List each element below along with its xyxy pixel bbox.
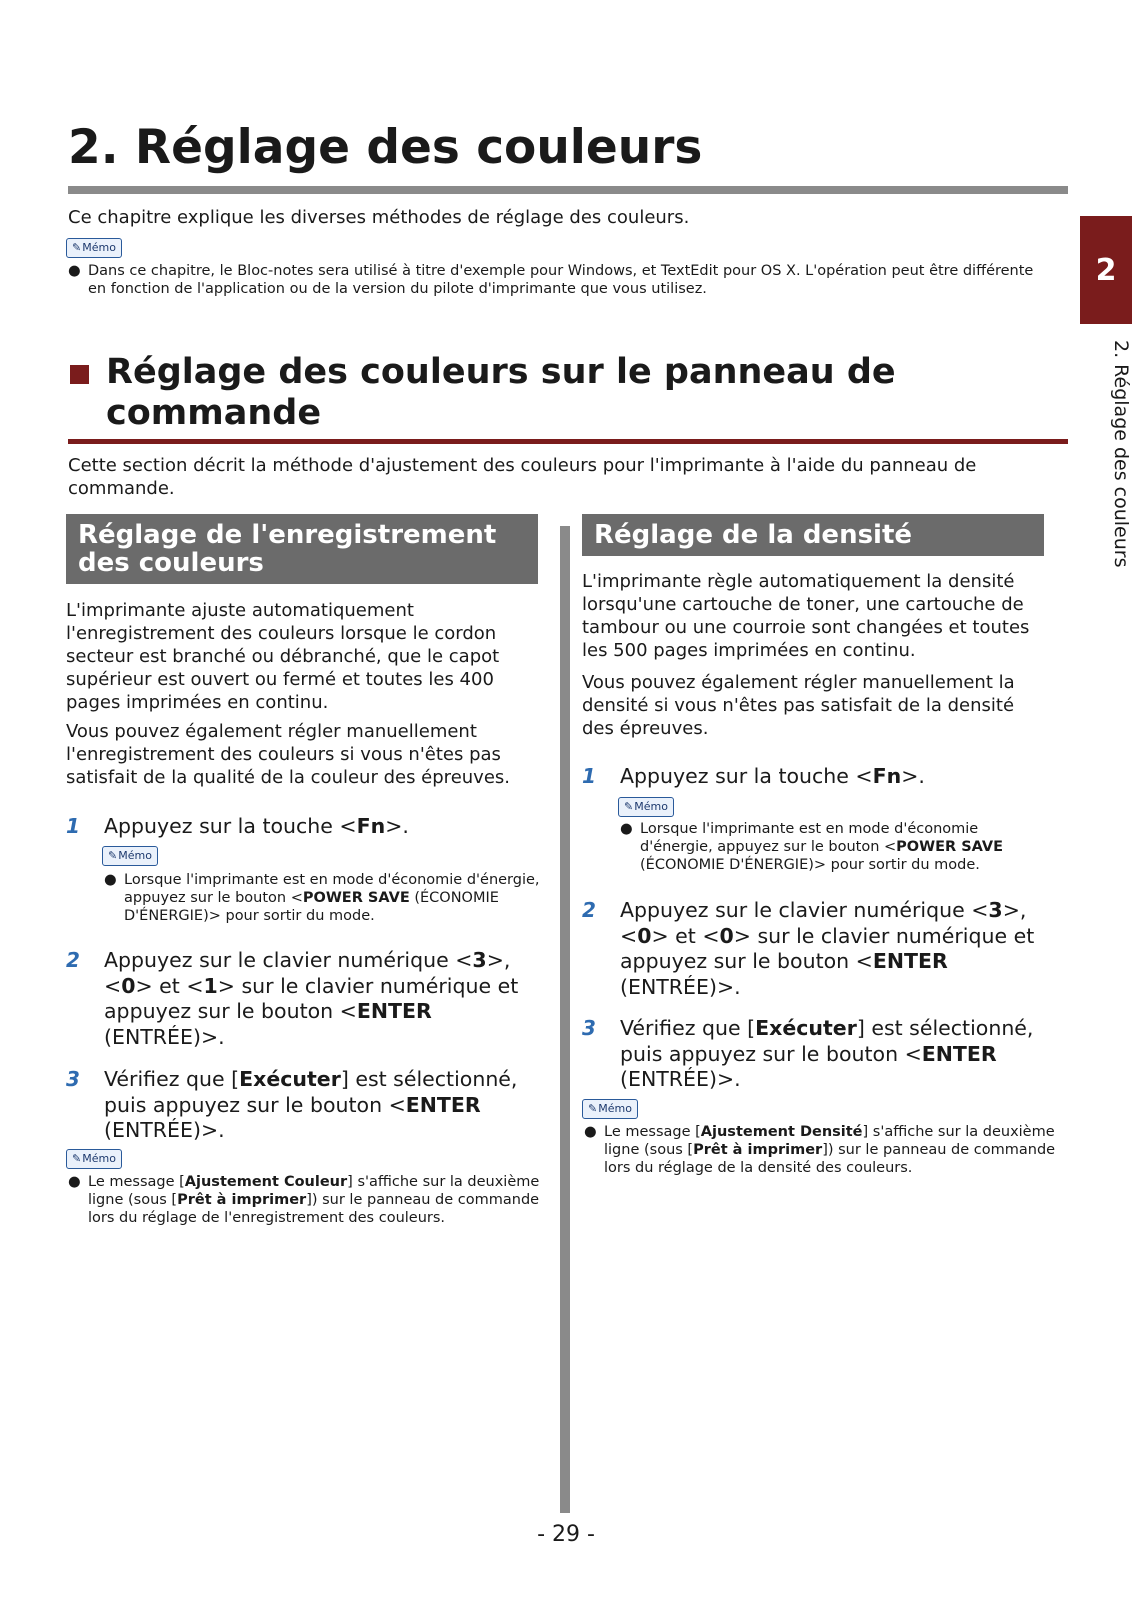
memo-badge: ✎ Mémo	[66, 236, 122, 258]
pencil-icon: ✎	[624, 800, 634, 813]
chapter-intro: Ce chapitre explique les diverses méthodes de réglage des couleurs.	[68, 207, 690, 228]
right-step-3	[582, 1016, 1052, 1093]
bullet-dot: ●	[68, 1174, 81, 1190]
right-final-note: ● Le message [Ajustement Densité] s'affiche sur la deuxième ligne (sous [Prêt à imprimer]) sur le panneau de commande lors du réglage de la densité des couleurs.	[584, 1124, 1056, 1176]
section-rule	[68, 439, 1068, 444]
step-number: 1	[66, 814, 80, 838]
left-step-3	[66, 1067, 538, 1144]
bullet-dot: ●	[104, 872, 117, 888]
step-text: Appuyez sur la touche <Fn>.	[620, 764, 925, 788]
pencil-icon: ✎	[72, 1152, 82, 1165]
right-subheading: Réglage de la densité	[582, 514, 1044, 556]
pencil-icon: ✎	[108, 849, 118, 862]
column-divider	[560, 526, 570, 1513]
step-number: 3	[66, 1067, 80, 1091]
step-text: Appuyez sur la touche <Fn>.	[104, 814, 409, 838]
step-number: 1	[582, 764, 596, 788]
step-number: 2	[582, 898, 596, 922]
left-final-note: ● Le message [Ajustement Couleur] s'affiche sur la deuxième ligne (sous [Prêt à imprimer]) sur le panneau de commande lors du réglage de l'enregistrement des couleurs.	[68, 1174, 540, 1226]
memo-badge: ✎ Mémo	[66, 1147, 122, 1169]
bullet-dot: ●	[68, 263, 81, 279]
section-title: Réglage des couleurs sur le panneau de commande	[106, 352, 896, 433]
step-number: 3	[582, 1016, 596, 1040]
title-rule	[68, 186, 1068, 194]
right-paragraph-1: L'imprimante règle automatiquement la densité lorsqu'une cartouche de toner, une cartouche de tambour ou une courroie sont changées et toutes les 500 pages imprimées en continu.	[582, 571, 1030, 661]
bullet-dot: ●	[620, 821, 633, 837]
left-paragraph-1: L'imprimante ajuste automatiquement l'enregistrement des couleurs lorsque le cordon secteur est branché ou débranché, que le capot supérieur est ouvert ou fermé et toutes les 400 pages imprimées en continu.	[66, 600, 500, 713]
page-number: - 29 -	[537, 1522, 595, 1547]
right-paragraph-2: Vous pouvez également régler manuellement la densité si vous n'êtes pas satisfait de la densité des épreuves.	[582, 672, 1015, 739]
left-paragraph-2: Vous pouvez également régler manuellement l'enregistrement des couleurs si vous n'êtes pas satisfait de la qualité de la couleur des épreuves.	[66, 721, 510, 788]
step-text: Appuyez sur le clavier numérique <3>, <0> et <0> sur le clavier numérique et appuyez sur le bouton <ENTER (ENTRÉE)>.	[620, 898, 1035, 999]
memo-badge: ✎ Mémo	[582, 1097, 638, 1119]
chapter-title: 2. Réglage des couleurs	[68, 120, 703, 175]
right-column	[582, 514, 1056, 1514]
left-step-1	[66, 814, 538, 840]
memo-badge: ✎ Mémo	[102, 844, 158, 866]
right-step-1-note: ● Lorsque l'imprimante est en mode d'économie d'énergie, appuyez sur le bouton <POWER SAVE (ÉCONOMIE D'ÉNERGIE)> pour sortir du mode.	[620, 821, 1004, 873]
right-step-1	[582, 764, 1052, 790]
pencil-icon: ✎	[588, 1102, 598, 1115]
left-column	[66, 514, 538, 1514]
step-text: Vérifiez que [Exécuter] est sélectionné, puis appuyez sur le bouton <ENTER (ENTRÉE)>.	[620, 1016, 1034, 1091]
right-step-2	[582, 898, 1052, 1000]
left-subheading: Réglage de l'enregistrement des couleurs	[66, 514, 538, 584]
step-text: Appuyez sur le clavier numérique <3>, <0> et <1> sur le clavier numérique et appuyez sur le bouton <ENTER (ENTRÉE)>.	[104, 948, 519, 1049]
bullet-dot: ●	[584, 1124, 597, 1140]
section-description: Cette section décrit la méthode d'ajustement des couleurs pour l'imprimante à l'aide du panneau de commande.	[68, 455, 977, 499]
step-text: Vérifiez que [Exécuter] est sélectionné, puis appuyez sur le bouton <ENTER (ENTRÉE)>.	[104, 1067, 518, 1142]
step-number: 2	[66, 948, 80, 972]
left-step-1-note: ● Lorsque l'imprimante est en mode d'économie d'énergie, appuyez sur le bouton <POWER SAVE (ÉCONOMIE D'ÉNERGIE)> pour sortir du mode.	[104, 872, 540, 924]
memo-badge: ✎ Mémo	[618, 795, 674, 817]
intro-note: ● Dans ce chapitre, le Bloc-notes sera utilisé à titre d'exemple pour Windows, et TextEdit pour OS X. L'opération peut être différente en fonction de l'application ou de la version du pilote d'imprimante que vous utilisez.	[68, 263, 1034, 297]
pencil-icon: ✎	[72, 241, 82, 254]
chapter-tab-label: 2. Réglage des couleurs	[1110, 340, 1132, 568]
chapter-tab: 2	[1080, 216, 1132, 324]
left-step-2	[66, 948, 538, 1050]
